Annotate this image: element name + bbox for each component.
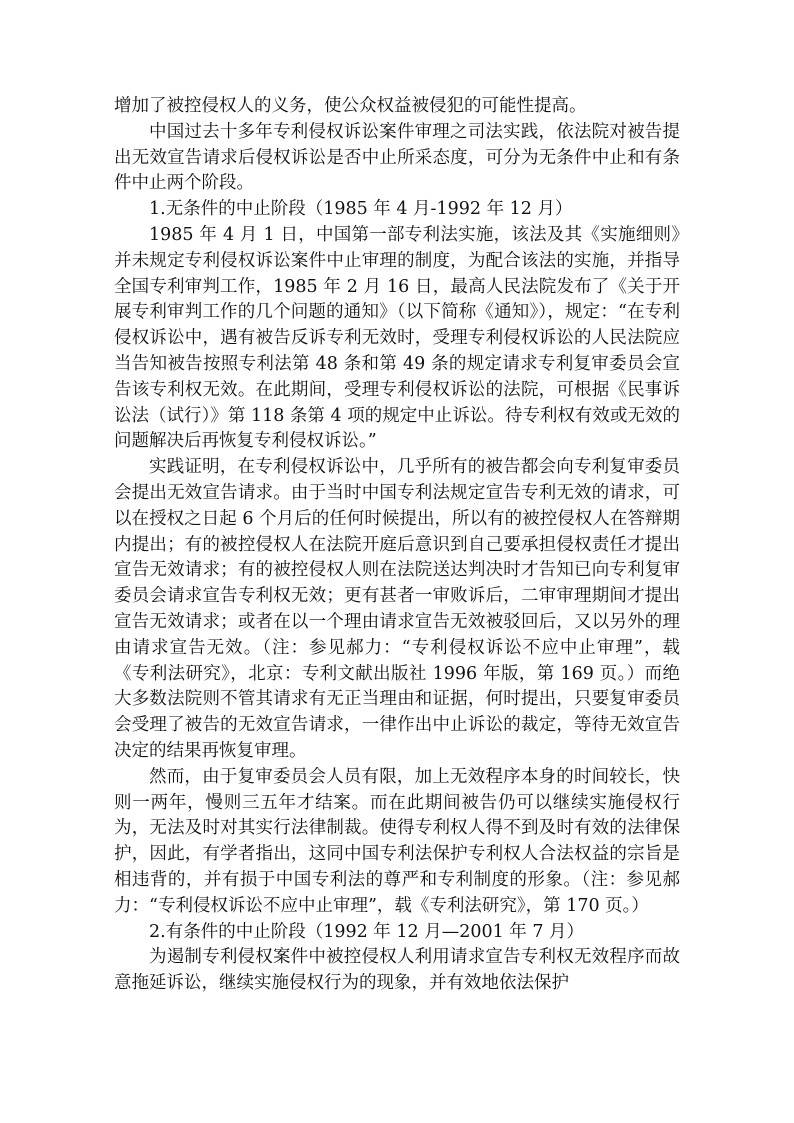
paragraph-continuation: 增加了被控侵权人的义务，使公众权益被侵犯的可能性提高。 — [114, 96, 587, 116]
paragraph-practice-evidence: 实践证明，在专利侵权诉讼中，几乎所有的被告都会向专利复审委员会提出无效宣告请求。由于当时中国专利法规定宣告专利无效的请求，可以在授权之日起 6 个月后的任何时候提出，所以有的被控侵权人在答辩期内提出；有的被控侵权人在法院开庭后意识到自己要承担侵权责任才提出宣告无效请求；有的被控侵权人则在法院送达判决时才告知已向专利复审委员会请求宣告专利权无效；更有甚者一审败诉后，二审审理期间才提出宣告无效请求；或者在以一个理由请求宣告无效被驳回后，又以另外的理由请求宣告无效。（注：参见郝力：“专利侵权诉讼不应中止审理”，载《专利法研究》，北京：专利文献出版社 1996 年版，第 169 页。）而绝大多数法院则不管其请求有无正当理由和证据，何时提出，只要复审委员会受理了被告的无效宣告请求，一律作出中止诉讼的裁定，等待无效宣告决定的结果再恢复审理。 — [114, 457, 680, 761]
section-heading-conditional-stay: 2.有条件的中止阶段（1992 年 12 月—2001 年 7 月） — [149, 921, 585, 942]
paragraph-1985-patent-law: 1985 年 4 月 1 日，中国第一部专利法实施，该法及其《实施细则》并未规定专利侵权诉讼案件中止审理的制度，为配合该法的实施，并指导全国专利审判工作，1985 年 2 月 16 日，最高人民法院发布了《关于开展专利审判工作的几个问题的通知》（以下简称《通知》），规定：“在专利侵权诉讼中，遇有被告反诉专利无效时，受理专利侵权诉讼的人民法院应当告知被告按照专利法第 48 条和第 49 条的规定请求专利复审委员会宣告该专利权无效。在此期间，受理专利侵权诉讼的法院，可根据《民事诉讼法（试行）》第 118 条第 4 项的规定中止诉讼。待专利权有效或无效的问题解决后再恢复专利侵权诉讼。” — [114, 224, 680, 452]
paragraph-consequences: 然而，由于复审委员会人员有限，加上无效程序本身的时间较长，快则一两年，慢则三五年才结案。而在此期间被告仍可以继续实施侵权行为，无法及时对其实行法律制裁。使得专利权人得不到及时有效的法律保护，因此，有学者指出，这同中国专利法保护专利权人合法权益的宗旨是相违背的，并有损于中国专利法的尊严和专利制度的形象。（注：参见郝力：“专利侵权诉讼不应中止审理”，载《专利法研究》，第 170 页。） — [114, 766, 680, 916]
document-body — [114, 94, 680, 997]
paragraph-conditional-stay: 为遏制专利侵权案件中被控侵权人利用请求宣告专利权无效程序而故意拖延诉讼，继续实施侵权行为的现象，并有效地依法保护 — [114, 947, 680, 994]
paragraph-intro: 中国过去十多年专利侵权诉讼案件审理之司法实践，依法院对被告提出无效宣告请求后侵权诉讼是否中止所采态度，可分为无条件中止和有条件中止两个阶段。 — [114, 121, 680, 194]
section-heading-unconditional-stay: 1.无条件的中止阶段（1985 年 4 月-1992 年 12 月） — [149, 199, 573, 220]
